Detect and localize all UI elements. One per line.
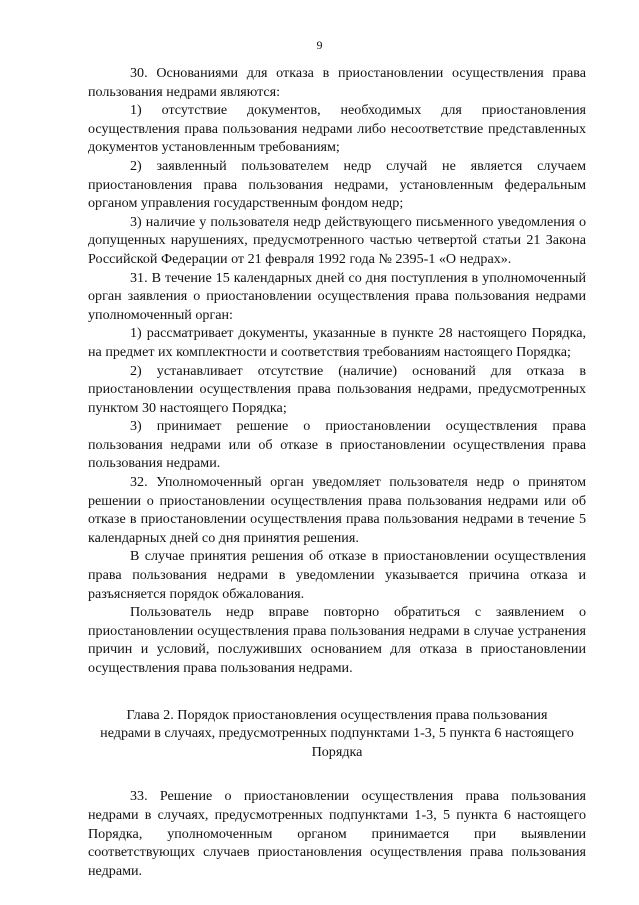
paragraph-32-reapply: Пользователь недр вправе повторно обратиться с заявлением о приостановлении осуществления права пользования недрами в случае устранения причин и условий, послуживших основанием для отказа в приостановлении осуществления права пользования недрами. — [88, 604, 586, 676]
document-body — [88, 64, 586, 880]
paragraph-31-item-1: 1) рассматривает документы, указанные в пункте 28 настоящего Порядка, на предмет их комплектности и соответствия требованиям настоящего Порядка; — [88, 325, 586, 360]
paragraph-30-item-1: 1) отсутствие документов, необходимых для приостановления осуществления права пользования недрами либо несоответствие представленных документов установленным требованиям; — [88, 102, 586, 156]
paragraph-31: 31. В течение 15 календарных дней со дня поступления в уполномоченный орган заявления о приостановлении осуществления права пользования недрами уполномоченный орган: — [88, 269, 586, 323]
paragraph-30-item-2: 2) заявленный пользователем недр случай не является случаем приостановления права пользования недрами, установленным федеральным органом управления государственным фондом недр; — [88, 157, 586, 212]
paragraph-30: 30. Основаниями для отказа в приостановлении осуществления права пользования недрами являются: — [88, 65, 586, 100]
paragraph-33: 33. Решение о приостановлении осуществления права пользования недрами в случаях, предусмотренных подпунктами 1-3, 5 пункта 6 настоящего Порядка, уполномоченным органом принимается при выявлении соответствующих случаев приостановления осуществления права пользования недрами. — [88, 788, 586, 879]
paragraph-32-refusal: В случае принятия решения об отказе в приостановлении осуществления права пользования недрами в уведомлении указывается причина отказа и разъясняется порядок обжалования. — [88, 548, 586, 602]
paragraph-32: 32. Уполномоченный орган уведомляет пользователя недр о принятом решении о приостановлении осуществления права пользования недрами или об отказе в приостановлении осуществления права пользования недрами в течение 5 календарных дней со дня принятия решения. — [88, 474, 586, 546]
paragraph-31-item-3: 3) принимает решение о приостановлении осуществления права пользования недрами или об отказе в приостановлении осуществления права пользования недрами. — [88, 418, 586, 472]
paragraph-31-item-2: 2) устанавливает отсутствие (наличие) оснований для отказа в приостановлении осуществления права пользования недрами, предусмотренных пунктом 30 настоящего Порядка; — [88, 362, 586, 416]
chapter-heading: Глава 2. Порядок приостановления осуществления права пользования недрами в случаях, предусмотренных подпунктами 1-3, 5 пункта 6 настоящего Порядка — [100, 706, 574, 760]
paragraph-30-item-3: 3) наличие у пользователя недр действующего письменного уведомления о допущенных нарушениях, предусмотренного частью четвертой статьи 21 Закона Российской Федерации от 21 февраля 1992 года № 2395-1 «О недрах». — [88, 213, 586, 267]
page-number: 9 — [316, 38, 323, 52]
